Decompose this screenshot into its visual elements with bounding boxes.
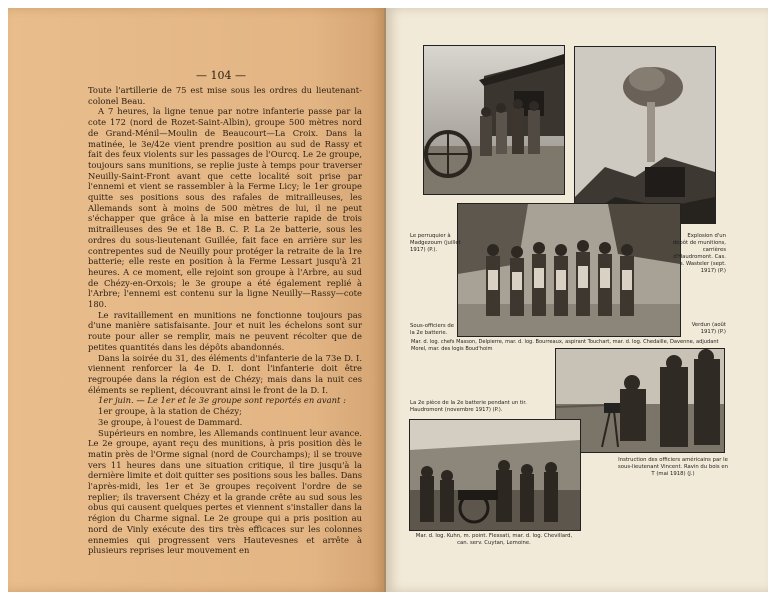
photo-explosion-image: [575, 47, 715, 223]
caption-explosion: Explosion d'un dépôt de munitions, carrières d'Haudromont. Cas. s. Wasteler (sept. 1917) (P.): [672, 233, 726, 274]
paragraph: Le ravitaillement en munitions ne fonctionne toujours pas d'une manière satisfaisante. Jour et nuit les échelons sont sur route pour aller se remplir, mais ne peuvent récolter que de petites quantités dans les dépôts abandonnés.: [88, 309, 362, 352]
caption-names-row: Mar. d. log. chefs Masson, Delpierre, mar. d. log. Bourreaux, aspirant Touchart, mar. d. log. Chedaille, Davenne, adjudant Morel, mar. des logis Boud'hoim: [411, 339, 719, 352]
paragraph: 1er groupe, à la station de Chézy;: [98, 406, 242, 417]
photo-perruquier-image: [424, 46, 564, 194]
caption-bottom: Mar. d. log. Kuhn, m. point. Flessati, mar. d. log. Chevillard, can. serv. Cuytan, Lemoine.: [415, 533, 573, 546]
page-number: — 104 —: [196, 69, 246, 82]
caption-sous-officiers: Sous-officiers de la 2e batterie.: [410, 323, 454, 336]
photo-piece-tir-image: [410, 420, 580, 530]
photo-sous-officiers-image: [458, 204, 680, 336]
caption-perruquier: Le perruquier à Madgezoum (juillet 1917) (P.).: [410, 233, 461, 253]
paragraph: Supérieurs en nombre, les Allemands continuent leur avance. Le 2e groupe, ayant reçu des munitions, à pris position dès le matin près de l'Orme signal (nord de Courchamps); il se trouve vers 11 heures dans une situation critique, il tire jusqu'à la dernière limite et doit quitter ses positions sous les balles. Dans l'après-midi, les 1er et 3e groupes reçoivent l'ordre de se replier; ils traversent Chézy et la grande crête au sud sous les obus qui causent quelques pertes et viennent s'installer dans la région du Charme signal. Le 2e groupe qui a pris position au nord de Vinly exécute des tirs très efficaces sur les colonnes ennemies qui progressent vers Hautevesnes et arrête à plusieurs reprises leur mouvement en: [88, 427, 362, 556]
caption-instruction: Instruction des officiers américains par le sous-lieutenant Vincent. Ravin du bois en T (mai 1918) (J.): [618, 457, 728, 477]
photo-sous-officiers: [457, 203, 681, 337]
paragraph: Dans la soirée du 31, des éléments d'infanterie de la 73e D. I. viennent renforcer la 4e D. I. dont l'infanterie doit être regroupée dans la région est de Chézy; mais dans la nuit ces éléments se replient, découvrant ainsi le front de la D. I.: [88, 352, 362, 395]
paragraph: Toute l'artillerie de 75 est mise sous les ordres du lieutenant-colonel Beau.: [88, 85, 362, 106]
caption-verdun: Verdun (août 1917) (P.): [691, 322, 726, 335]
paragraph: 1er juin. — Le 1er et le 3e groupe sont reportés en avant :: [98, 395, 346, 406]
left-page-text: [88, 85, 362, 556]
photo-explosion: [574, 46, 716, 224]
photo-piece-tir: [409, 419, 581, 531]
photo-perruquier: [423, 45, 565, 195]
paragraph: A 7 heures, la ligne tenue par notre infanterie passe par la cote 172 (nord de Rozet-Saint-Albin), groupe 500 mètres nord de Grand-Ménil—Moulin de Beaucourt—La Croix. Dans la matinée, le 3e/42e vient prendre position au sud de Rassy et fait des feux violents sur les passages de l'Ourcq. Le 2e groupe, toujours sans munitions, se replie juste à temps pour traverser Neuilly-Saint-Front avant que cette localité soit prise par l'ennemi et vient se rassembler à la Ferme Licy; le 1er groupe quitte ses positions sous des rafales de mitrailleuses, les Allemands sont à moins de 500 mètres de lui, il ne peut s'échapper que grâce à la mise en batterie rapide de trois mitrailleuses des 9e et 18e B. C. P. La 2e batterie, sous les ordres du sous-lieutenant Guillée, fait face en arrière sur les contrepentes sud de Neuilly pour protéger la retraite de la 1re batterie; elle reste en position à la Ferme Lessart jusqu'à 21 heures. A ce moment, elle rejoint son groupe à l'Arbre, au sud de Chézy-en-Orxois; le 3e groupe a été également replié à l'Arbre; l'ennemi est contenu sur la ligne Neuilly—Rassy—cote 180.: [88, 106, 362, 310]
caption-piece: La 2e pièce de la 2e batterie pendant un tir. Haudromont (novembre 1917) (P.).: [410, 400, 527, 413]
paragraph: 3e groupe, à l'ouest de Dammard.: [98, 416, 243, 427]
photo-instruction-image: [556, 349, 724, 452]
